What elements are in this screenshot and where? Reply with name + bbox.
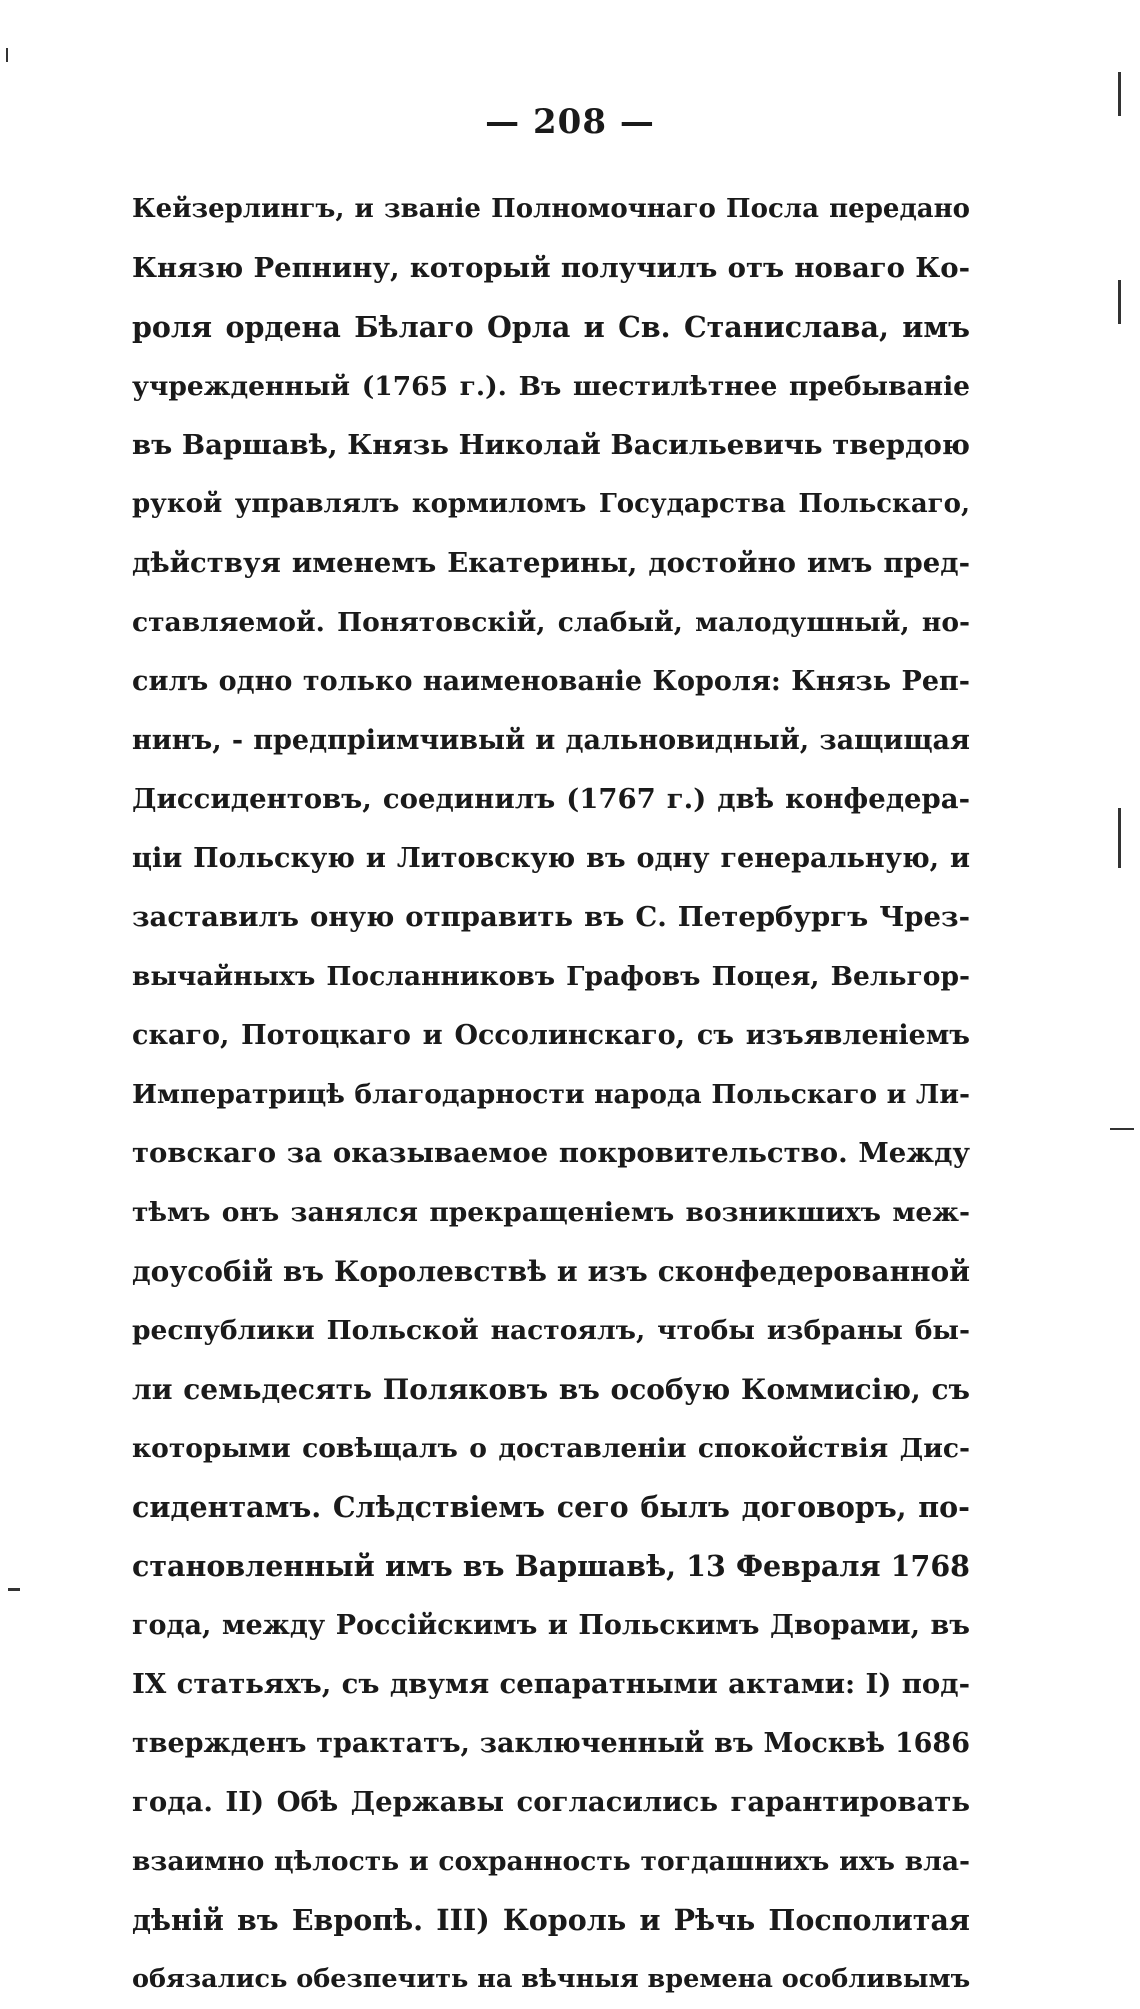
text-line: ставляемой. Понятовскій, слабый, малодушный, но- xyxy=(132,607,970,638)
text-line: вычайныхъ Посланниковъ Графовъ Поцея, Вельгор- xyxy=(132,961,970,992)
text-line: въ Варшавѣ, Князь Николай Васильевичь твердою xyxy=(132,429,970,461)
text-line: твержденъ трактатъ, заключенный въ Москвѣ 1686 xyxy=(132,1728,970,1759)
text-line: товскаго за оказываемое покровительство. Между xyxy=(132,1137,970,1169)
text-line: Кейзерлингъ, и званіе Полномочнаго Посла передано xyxy=(132,194,970,224)
scan-edge-mark xyxy=(1110,1128,1134,1130)
text-line: роля ордена Бѣлаго Орла и Св. Станислава, имъ xyxy=(132,310,970,344)
text-line: сидентамъ. Слѣдствіемъ сего былъ договоръ, по- xyxy=(132,1490,970,1524)
scan-edge-mark xyxy=(1118,280,1121,324)
text-line: учрежденный (1765 г.). Въ шестилѣтнее пребываніе xyxy=(132,371,970,402)
text-line: взаимно цѣлость и сохранность тогдашнихъ ихъ вла- xyxy=(132,1846,970,1877)
text-line: заставилъ оную отправить въ С. Петербургъ Чрез- xyxy=(132,901,970,933)
text-line: нинъ, - предпріимчивый и дальновидный, защищая xyxy=(132,725,970,756)
text-line: становленный имъ въ Варшавѣ, 13 Февраля 1768 xyxy=(132,1549,970,1583)
text-line: доусобій въ Королевствѣ и изъ сконфедерованной xyxy=(132,1255,970,1288)
text-line: ціи Польскую и Литовскую въ одну генеральную, и xyxy=(132,843,970,874)
scan-edge-mark xyxy=(1118,72,1121,116)
text-line: IX статьяхъ, съ двумя сепаратными актами: I) под- xyxy=(132,1668,970,1700)
text-line: обязались обезпечить на вѣчныя времена особливымъ xyxy=(132,1964,970,1994)
text-line: силъ одно только наименованіе Короля: Князь Реп- xyxy=(132,666,970,697)
text-line: скаго, Потоцкаго и Оссолинскаго, съ изъявленіемъ xyxy=(132,1020,970,1051)
text-line: Князю Репнину, который получилъ отъ новаго Ко- xyxy=(132,252,970,284)
text-line: тѣмъ онъ занялся прекращеніемъ возникшихъ меж- xyxy=(132,1197,970,1228)
scan-edge-mark xyxy=(8,1588,20,1591)
text-line: Диссидентовъ, соединилъ (1767 г.) двѣ конфедера- xyxy=(132,783,970,815)
text-line: года. II) Обѣ Державы согласились гарантировать xyxy=(132,1786,970,1818)
text-line: ли семьдесять Поляковъ въ особую Коммисію, съ xyxy=(132,1373,970,1406)
text-line: рукой управлялъ кормиломъ Государства Польскаго, xyxy=(132,489,970,519)
text-line: года, между Россійскимъ и Польскимъ Дворами, въ xyxy=(132,1610,970,1641)
text-line: Императрицѣ благодарности народа Польскаго и Ли- xyxy=(132,1079,970,1110)
text-line: республики Польской настоялъ, чтобы избраны бы- xyxy=(132,1315,970,1346)
text-line: которыми совѣщалъ о доставленіи спокойствія Дис- xyxy=(132,1433,970,1464)
scan-edge-mark xyxy=(1118,808,1121,868)
text-line: дѣній въ Европѣ. III) Король и Рѣчь Посполитая xyxy=(132,1903,970,1937)
text-line: дѣйствуя именемъ Екатерины, достойно имъ пред- xyxy=(132,547,970,579)
body-text xyxy=(132,180,970,2009)
scan-edge-mark xyxy=(6,48,8,62)
page-number: — 208 — xyxy=(485,102,655,142)
